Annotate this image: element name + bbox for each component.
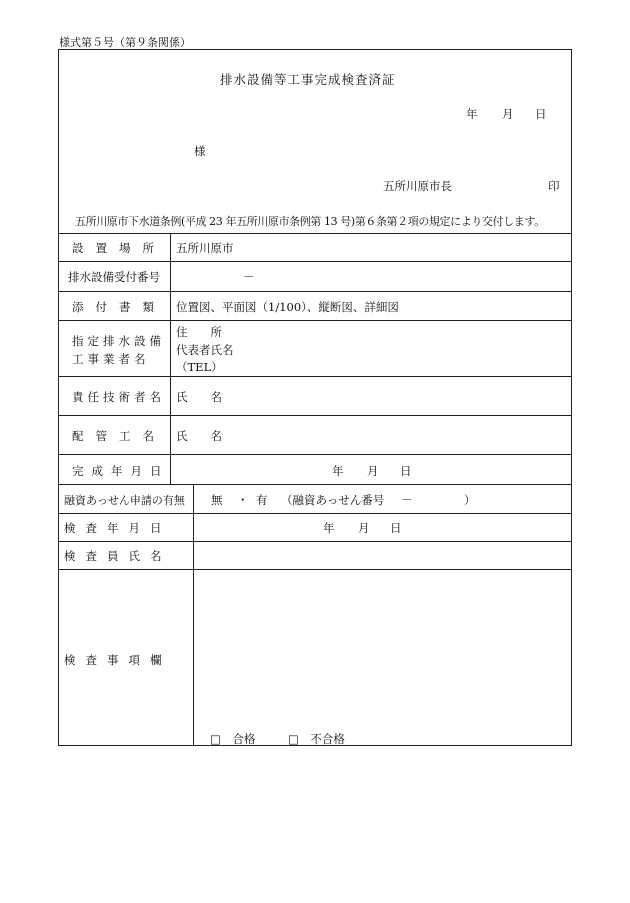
fail-checkbox[interactable]: □ 不合格 xyxy=(288,732,345,746)
attachments-label: 添付書類 xyxy=(72,300,166,314)
receipt-number-dash: － xyxy=(243,270,255,284)
inspection-day-label: 日 xyxy=(390,521,402,535)
document-title: 排水設備等工事完成検査済証 xyxy=(220,72,396,87)
completion-date-label: 完成年月日 xyxy=(72,464,170,478)
issue-year-label: 年 xyxy=(466,107,478,121)
loan-yes-option[interactable]: 有 xyxy=(256,493,268,507)
contractor-address-label: 住 所 xyxy=(176,325,222,339)
inspection-year-label: 年 xyxy=(323,521,335,535)
contractor-label-line1: 指定排水設備 xyxy=(72,334,165,348)
chief-engineer-name-label: 氏 名 xyxy=(176,390,222,404)
addressee-suffix: 様 xyxy=(194,144,206,158)
inspection-items-label: 検査事項欄 xyxy=(64,653,172,667)
issue-month-label: 月 xyxy=(502,107,514,121)
contractor-tel-label: （TEL） xyxy=(176,360,223,374)
location-label: 設置場所 xyxy=(72,241,166,255)
contractor-representative-label: 代表者氏名 xyxy=(176,343,234,357)
loan-number-close: ） xyxy=(464,493,476,507)
loan-label: 融資あっせん申請の有無 xyxy=(64,494,185,507)
statement: 五所川原市下水道条例(平成 23 年五所川原市条例第 13 号)第６条第２項の規定により交付します。 xyxy=(75,215,545,228)
completion-day-label: 日 xyxy=(400,464,412,478)
chief-engineer-label: 責任技術者名 xyxy=(72,390,165,404)
issuer-name: 五所川原市長 xyxy=(383,179,452,193)
location-value: 五所川原市 xyxy=(176,241,234,255)
completion-month-label: 月 xyxy=(367,464,379,478)
loan-number-label: （融資あっせん番号 xyxy=(281,493,385,507)
loan-separator: ・ xyxy=(237,493,249,507)
loan-number-dash: － xyxy=(401,493,413,507)
receipt-number-label: 排水設備受付番号 xyxy=(68,270,160,284)
inspection-date-label: 検査年月日 xyxy=(64,521,172,535)
issue-day-label: 日 xyxy=(535,107,547,121)
certificate-form xyxy=(58,49,572,746)
contractor-label-line2: 工事業者名 xyxy=(72,352,150,366)
plumber-label: 配管工名 xyxy=(72,429,166,443)
loan-no-option[interactable]: 無 xyxy=(211,493,223,507)
completion-year-label: 年 xyxy=(332,464,344,478)
inspector-label: 検査員氏名 xyxy=(64,549,172,563)
plumber-name-label: 氏 名 xyxy=(176,429,222,443)
inspection-month-label: 月 xyxy=(358,521,370,535)
attachments-value: 位置図、平面図（1/100）、縦断図、詳細図 xyxy=(176,300,399,314)
form-number: 様式第５号（第９条関係） xyxy=(59,36,191,49)
seal-mark: 印 xyxy=(548,179,560,193)
pass-checkbox[interactable]: □ 合格 xyxy=(210,732,256,746)
